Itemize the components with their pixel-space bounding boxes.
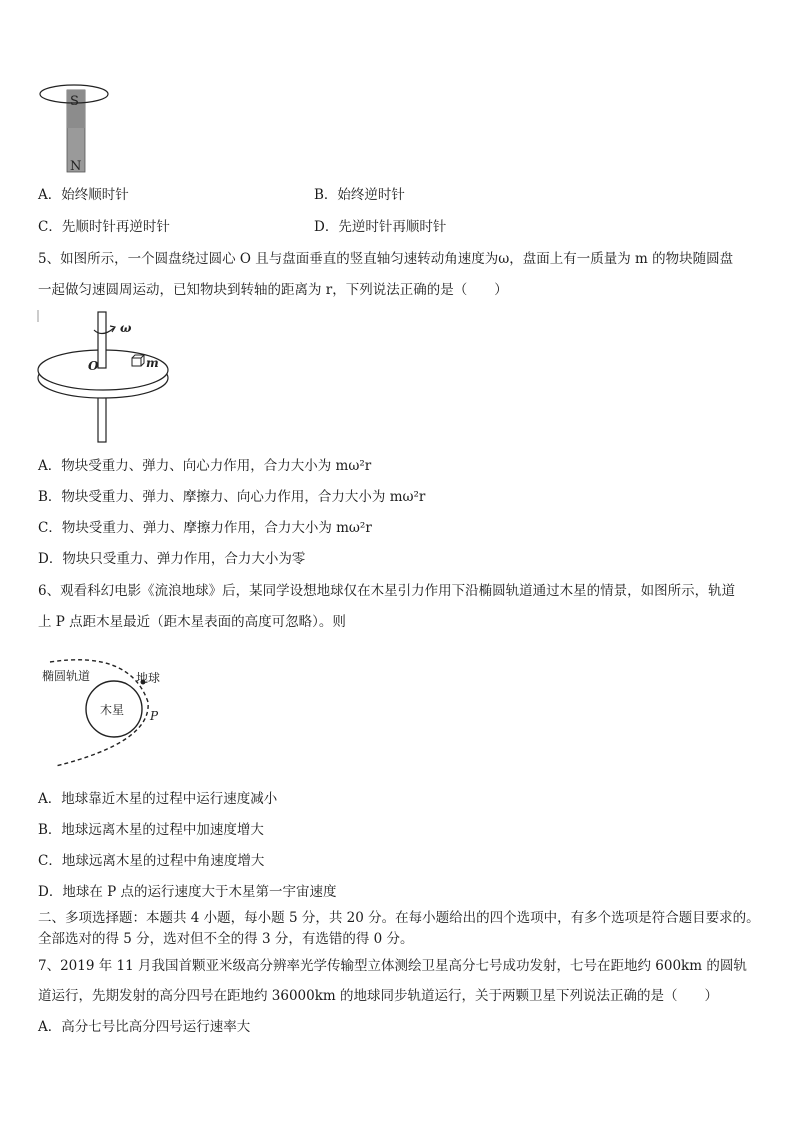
section2-heading-line2: 全部选对的得 5 分，选对但不全的得 3 分，有选错的得 0 分。 [38, 931, 414, 947]
q7-stem-line1: 7、2019 年 11 月我国首颗亚米级高分辨率光学传输型立体测绘卫星高分七号成功发射，七号在距地约 600km 的圆轨 [38, 958, 747, 974]
q7-stem-line2: 道运行，先期发射的高分四号在距地约 36000km 的地球同步轨道运行，关于两颗卫星下列说法正确的是（ ） [38, 988, 719, 1004]
orbit-label: 椭圆轨道 [42, 669, 91, 683]
mass-m-label: m [146, 356, 159, 370]
q6-option-b: B．地球远离木星的过程中加速度增大 [38, 822, 264, 838]
q5-option-c: C．物块受重力、弹力、摩擦力作用，合力大小为 mω²r [38, 520, 372, 536]
q6-option-c: C．地球远离木星的过程中角速度增大 [38, 853, 265, 869]
q5-option-b: B．物块受重力、弹力、摩擦力、向心力作用，合力大小为 mω²r [38, 489, 426, 505]
q5-stem-line1: 5、如图所示，一个圆盘绕过圆心 O 且与盘面垂直的竖直轴匀速转动角速度为ω，盘面上有一质量为 m 的物块随圆盘 [38, 251, 734, 267]
q5-stem-line2: 一起做匀速圆周运动，已知物块到转轴的距离为 r，下列说法正确的是（ ） [38, 282, 508, 298]
q4-option-b: B．始终逆时针 [314, 187, 405, 203]
jupiter-orbit-figure [40, 652, 180, 772]
q6-option-d: D．地球在 P 点的运行速度大于木星第一宇宙速度 [38, 884, 337, 900]
omega-label: ω [120, 321, 132, 335]
rotating-disc-figure [36, 308, 186, 444]
q6-stem-line2: 上 P 点距木星最近（距木星表面的高度可忽略）。则 [38, 614, 346, 630]
q4-option-a: A．始终顺时针 [38, 187, 129, 203]
q6-stem-line1: 6、观看科幻电影《流浪地球》后，某同学设想地球仅在木星引力作用下沿椭圆轨道通过木星的情景，如图所示，轨道 [38, 583, 736, 599]
magnet-ring-figure [36, 82, 116, 174]
center-o-label: O [88, 359, 99, 373]
earth-label: 地球 [136, 671, 161, 685]
point-p-label: P [150, 709, 159, 723]
axle-upper [98, 312, 106, 368]
q7-option-a: A．高分七号比高分四号运行速率大 [38, 1019, 251, 1035]
magnet-s-label: S [70, 94, 79, 109]
section2-heading-line1: 二、多项选择题：本题共 4 小题，每小题 5 分，共 20 分。在每小题给出的四个选项中，有多个选项是符合题目要求的。 [38, 910, 760, 926]
jupiter-label: 木星 [100, 703, 125, 717]
magnet-n-label: N [70, 159, 82, 174]
q6-option-a: A．地球靠近木星的过程中运行速度减小 [38, 791, 278, 807]
q4-option-c: C．先顺时针再逆时针 [38, 219, 170, 235]
q5-option-a: A．物块受重力、弹力、向心力作用，合力大小为 mω²r [38, 458, 372, 474]
q4-option-d: D．先逆时针再顺时针 [314, 219, 447, 235]
q5-option-d: D．物块只受重力、弹力作用，合力大小为零 [38, 551, 306, 567]
